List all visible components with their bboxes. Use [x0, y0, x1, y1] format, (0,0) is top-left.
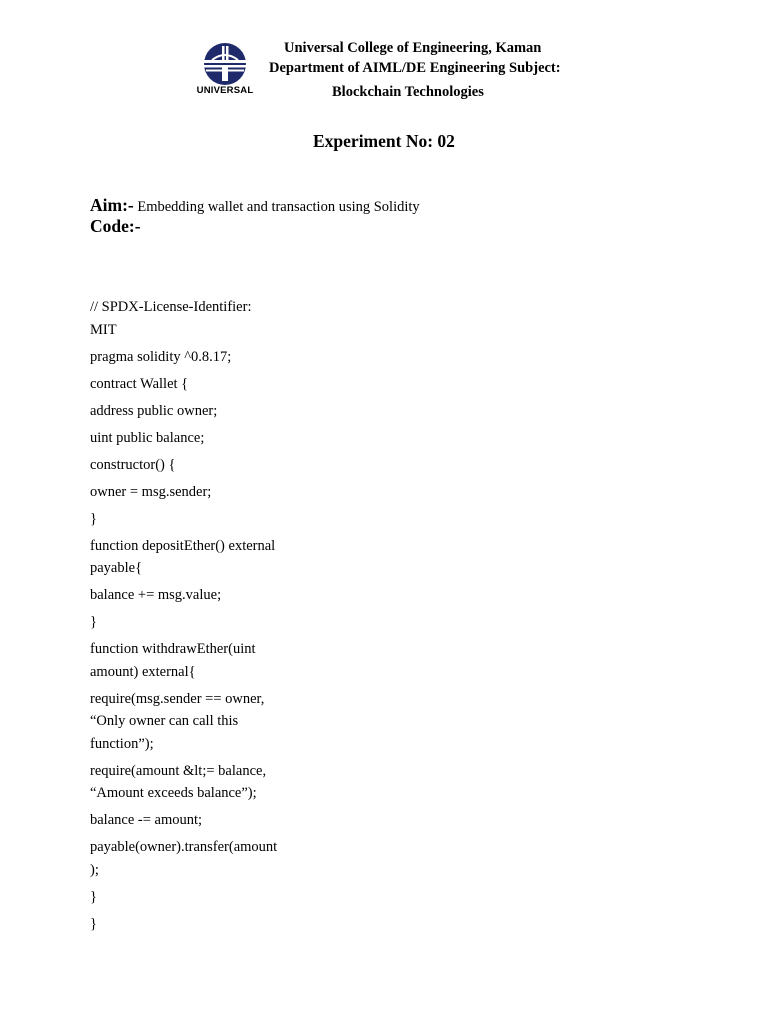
experiment-title: Experiment No: 02 — [313, 131, 455, 151]
code-line: uint public balance; — [90, 429, 205, 446]
aim-text: Embedding wallet and transaction using Solidity — [133, 199, 420, 215]
college-logo — [192, 40, 258, 100]
college-name: Universal College of Engineering, Kaman — [284, 40, 542, 56]
aim-row — [90, 195, 420, 216]
code-line: } — [90, 614, 97, 630]
code-label: Code:- — [90, 216, 141, 236]
code-line: contract Wallet { — [90, 375, 189, 392]
code-line: // SPDX-License-Identifier: MIT — [90, 299, 252, 338]
code-line: owner = msg.sender; — [90, 483, 212, 500]
code-line: address public owner; — [90, 402, 218, 419]
code-line: function withdrawEther(uint amount) external{ — [90, 641, 256, 680]
department-line: Department of AIML/DE Engineering Subject: — [269, 60, 561, 76]
code-line: require(amount &lt;= balance, “Amount exceeds balance”); — [90, 762, 267, 801]
code-line: } — [90, 510, 97, 527]
college-emblem-icon — [192, 40, 258, 86]
logo-text: UNIVERSAL — [196, 85, 254, 96]
code-line: require(msg.sender == owner, “Only owner can call this function”); — [90, 690, 265, 752]
code-line: balance -= amount; — [90, 812, 203, 828]
code-line: payable(owner).transfer(amount ); — [90, 839, 278, 878]
code-block — [90, 296, 295, 940]
code-line: balance += msg.value; — [90, 587, 222, 603]
code-line: pragma solidity ^0.8.17; — [90, 348, 232, 365]
code-line: } — [90, 915, 97, 932]
subject-name: Blockchain Technologies — [332, 84, 484, 100]
code-line: function depositEther() external payable{ — [90, 537, 276, 576]
code-line: } — [90, 888, 97, 905]
aim-label: Aim:- — [90, 195, 134, 215]
code-line: constructor() { — [90, 456, 176, 473]
